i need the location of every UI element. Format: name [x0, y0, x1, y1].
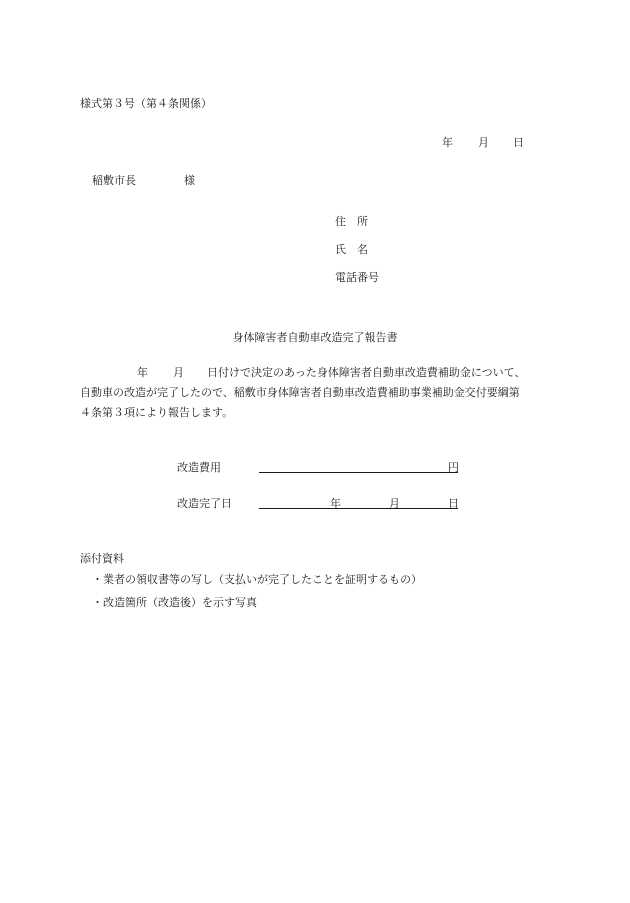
applicant-address-label: 住 所	[335, 215, 368, 228]
completion-year-label: 年	[330, 497, 341, 510]
date-year-label: 年	[442, 136, 453, 149]
body-text-line-1: 日付けで決定のあった身体障害者自動車改造費補助金について、	[207, 366, 526, 379]
completion-month-label: 月	[389, 497, 400, 510]
body-text-line-2: 自動車の改造が完了したので、稲敷市身体障害者自動車改造費補助事業補助金交付要綱第	[80, 386, 520, 399]
date-month-label: 月	[478, 136, 489, 149]
attachments-heading: 添付資料	[80, 552, 124, 565]
attachment-item: ・改造箇所（改造後）を示す写真	[92, 596, 257, 609]
addressee-honorific: 様	[184, 174, 195, 187]
document-title: 身体障害者自動車改造完了報告書	[232, 331, 398, 344]
attachment-item: ・業者の領収書等の写し（支払いが完了したことを証明するもの）	[92, 573, 422, 586]
decision-month-label: 月	[173, 366, 184, 379]
cost-input-line	[259, 472, 458, 473]
completion-day-label: 日	[448, 497, 459, 510]
applicant-name-label: 氏 名	[335, 243, 368, 256]
body-text-line-3: ４条第３項により報告します。	[80, 406, 234, 419]
applicant-phone-label: 電話番号	[335, 271, 379, 284]
completion-date-input-line	[259, 508, 458, 509]
addressee-name: 稲敷市長	[92, 174, 136, 187]
decision-year-label: 年	[137, 366, 148, 379]
completion-date-label: 改造完了日	[177, 497, 232, 510]
date-day-label: 日	[513, 136, 524, 149]
cost-unit: 円	[448, 461, 459, 474]
form-number: 様式第３号（第４条関係）	[80, 97, 212, 110]
cost-label: 改造費用	[177, 461, 221, 474]
